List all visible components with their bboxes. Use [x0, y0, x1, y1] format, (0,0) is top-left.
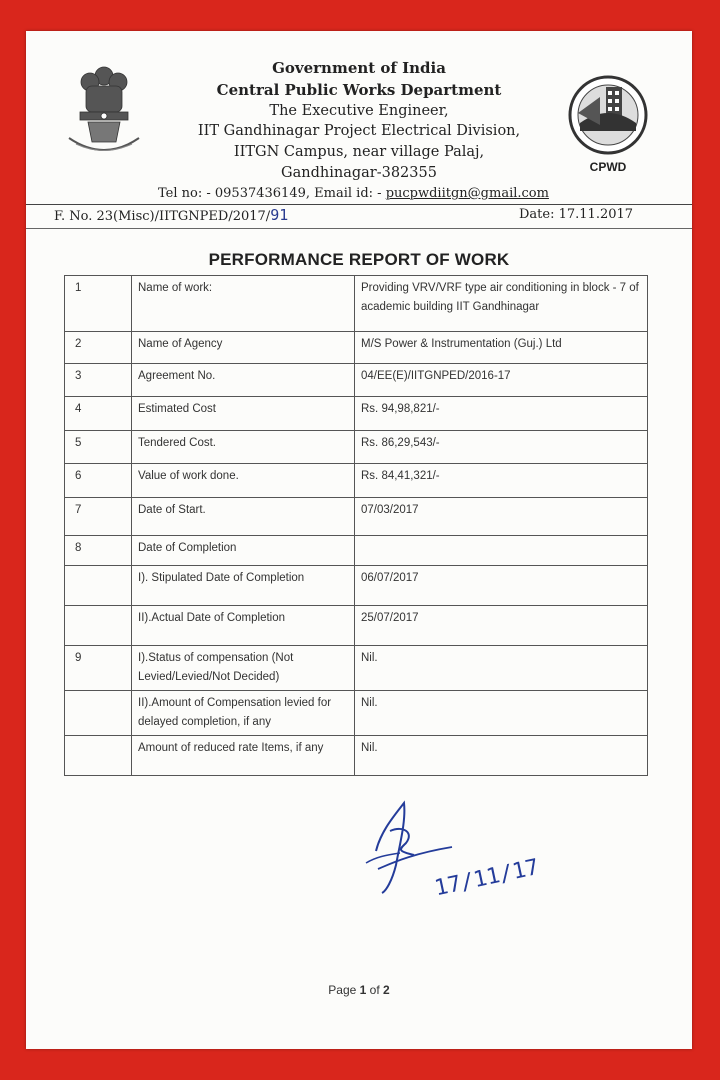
row-label: II).Actual Date of Completion [132, 606, 355, 646]
row-value: M/S Power & Instrumentation (Guj.) Ltd [355, 332, 648, 364]
page-number: 1 [359, 983, 367, 997]
row-value: 04/EE(E)/IITGNPED/2016-17 [355, 364, 648, 397]
row-value: Rs. 84,41,321/- [355, 464, 648, 498]
org-line-government: Government of India [272, 59, 446, 77]
cpwd-logo-icon [566, 73, 650, 177]
org-line-department: Central Public Works Department [216, 81, 502, 99]
table-row [65, 736, 648, 776]
row-number: 8 [65, 536, 132, 566]
file-number-handwritten: 91 [270, 206, 289, 224]
row-label: Name of work: [132, 276, 355, 332]
table-row [65, 431, 648, 464]
email-link[interactable]: pucpwdiitgn@gmail.com [385, 186, 549, 201]
row-number: 7 [65, 498, 132, 536]
row-value: Rs. 86,29,543/- [355, 431, 648, 464]
row-label: Tendered Cost. [132, 431, 355, 464]
document-page [26, 31, 692, 1049]
logo-text: CPWD [589, 160, 627, 174]
row-number: 5 [65, 431, 132, 464]
table-row [65, 566, 648, 606]
performance-table [64, 275, 648, 776]
row-number: 4 [65, 397, 132, 431]
row-value: Nil. [355, 646, 648, 691]
table-row [65, 691, 648, 736]
report-title: PERFORMANCE REPORT OF WORK [208, 250, 510, 269]
signature [356, 791, 542, 902]
table-row [65, 276, 648, 332]
row-label: Name of Agency [132, 332, 355, 364]
row-number [65, 566, 132, 606]
row-value: 25/07/2017 [355, 606, 648, 646]
contact-line [158, 186, 549, 201]
tel-number: Tel no: - 09537436149, [158, 186, 310, 201]
row-value: 07/03/2017 [355, 498, 648, 536]
row-label: I).Status of compensation (Not Levied/Levied/Not Decided) [132, 646, 355, 691]
page-footer [26, 983, 692, 997]
row-number [65, 691, 132, 736]
row-number [65, 736, 132, 776]
row-number [65, 606, 132, 646]
table-row [65, 332, 648, 364]
org-line-campus: IITGN Campus, near village Palaj, [233, 144, 485, 160]
file-number [54, 206, 288, 224]
table-row [65, 606, 648, 646]
page-word: Page [328, 983, 357, 997]
table-row [65, 397, 648, 431]
divider [26, 228, 692, 229]
table-row [65, 364, 648, 397]
row-label: Value of work done. [132, 464, 355, 498]
row-label: Date of Start. [132, 498, 355, 536]
page-total: 2 [383, 983, 390, 997]
row-value: Nil. [355, 736, 648, 776]
row-value: Nil. [355, 691, 648, 736]
row-number: 2 [65, 332, 132, 364]
row-value: Providing VRV/VRF type air conditioning in block - 7 of academic building IIT Gandhinagar [355, 276, 648, 332]
signature-date: 17/11/17 [432, 854, 542, 902]
row-number: 1 [65, 276, 132, 332]
divider [26, 204, 692, 205]
row-number: 9 [65, 646, 132, 691]
row-value: Rs. 94,98,821/- [355, 397, 648, 431]
letter-date: Date: 17.11.2017 [519, 207, 634, 222]
email-label: Email id: - [314, 186, 382, 201]
table-row [65, 498, 648, 536]
row-value: 06/07/2017 [355, 566, 648, 606]
row-label: Estimated Cost [132, 397, 355, 431]
row-value [355, 536, 648, 566]
org-line-city: Gandhinagar-382355 [281, 165, 437, 181]
table-row [65, 646, 648, 691]
org-line-engineer: The Executive Engineer, [269, 103, 449, 119]
row-label: Date of Completion [132, 536, 355, 566]
table-row [65, 464, 648, 498]
row-label: Amount of reduced rate Items, if any [132, 736, 355, 776]
org-line-division: IIT Gandhinagar Project Electrical Division, [197, 123, 521, 139]
row-label: Agreement No. [132, 364, 355, 397]
row-number: 3 [65, 364, 132, 397]
table-row [65, 536, 648, 566]
row-label: II).Amount of Compensation levied for delayed completion, if any [132, 691, 355, 736]
file-number-text: F. No. 23(Misc)/IITGNPED/2017/ [54, 209, 271, 224]
row-number: 6 [65, 464, 132, 498]
of-word: of [369, 983, 380, 997]
row-label: I). Stipulated Date of Completion [132, 566, 355, 606]
